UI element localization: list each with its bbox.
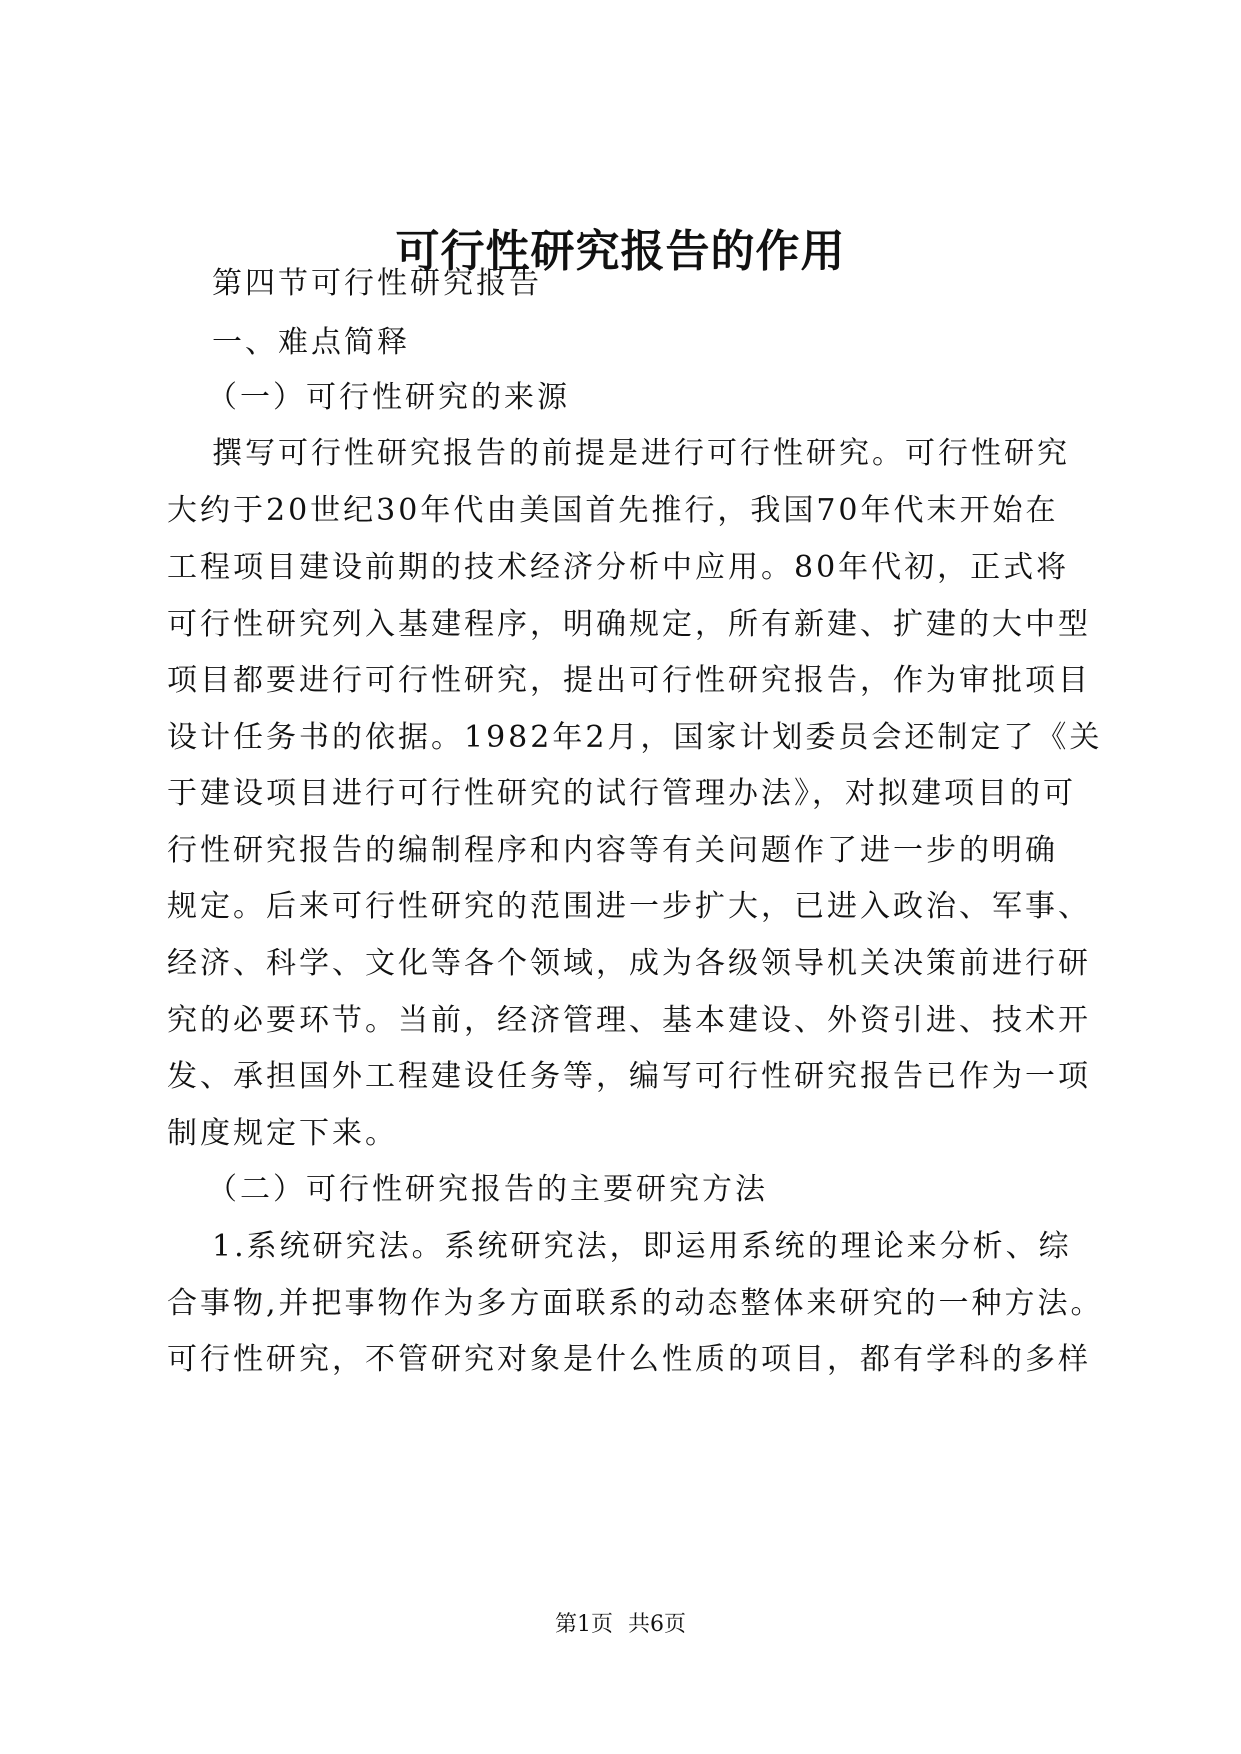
paragraph-line: 合事物,并把事物作为多方面联系的动态整体来研究的一种方法。: [167, 1286, 1104, 1321]
subsection-heading: （一）可行性研究的来源: [207, 380, 570, 415]
paragraph-line: 1.系统研究法。系统研究法，即运用系统的理论来分析、综: [212, 1229, 1072, 1264]
paragraph-line: 工程项目建设前期的技术经济分析中应用。80年代初，正式将: [167, 550, 1070, 585]
document-title: 可行性研究报告的作用: [395, 226, 846, 277]
page-footer: [0, 1610, 1241, 1640]
paragraph-line: 制度规定下来。: [167, 1116, 398, 1151]
page-total: 共6页: [628, 1612, 686, 1637]
section-heading: 第四节可行性研究报告: [212, 266, 542, 301]
paragraph-line: 项目都要进行可行性研究，提出可行性研究报告，作为审批项目: [167, 663, 1091, 698]
paragraph-line: 可行性研究列入基建程序，明确规定，所有新建、扩建的大中型: [167, 607, 1091, 642]
paragraph-line: 发、承担国外工程建设任务等，编写可行性研究报告已作为一项: [167, 1059, 1091, 1094]
subsection-heading: （二）可行性研究报告的主要研究方法: [207, 1172, 768, 1207]
paragraph-line: 撰写可行性研究报告的前提是进行可行性研究。可行性研究: [212, 436, 1070, 471]
paragraph-line: 究的必要环节。当前，经济管理、基本建设、外资引进、技术开: [167, 1003, 1091, 1038]
paragraph-line: 设计任务书的依据。1982年2月，国家计划委员会还制定了《关: [167, 720, 1103, 755]
page-number: 第1页: [555, 1612, 613, 1637]
paragraph-line: 规定。后来可行性研究的范围进一步扩大，已进入政治、军事、: [167, 889, 1091, 924]
paragraph-line: 经济、科学、文化等各个领域，成为各级领导机关决策前进行研: [167, 946, 1091, 981]
subsection-heading: 一、难点简释: [212, 325, 410, 360]
paragraph-line: 于建设项目进行可行性研究的试行管理办法》，对拟建项目的可: [167, 776, 1076, 811]
paragraph-line: 行性研究报告的编制程序和内容等有关问题作了进一步的明确: [167, 833, 1058, 868]
paragraph-line: 可行性研究，不管研究对象是什么性质的项目，都有学科的多样: [167, 1342, 1091, 1377]
paragraph-line: 大约于20世纪30年代由美国首先推行，我国70年代末开始在: [167, 493, 1059, 528]
